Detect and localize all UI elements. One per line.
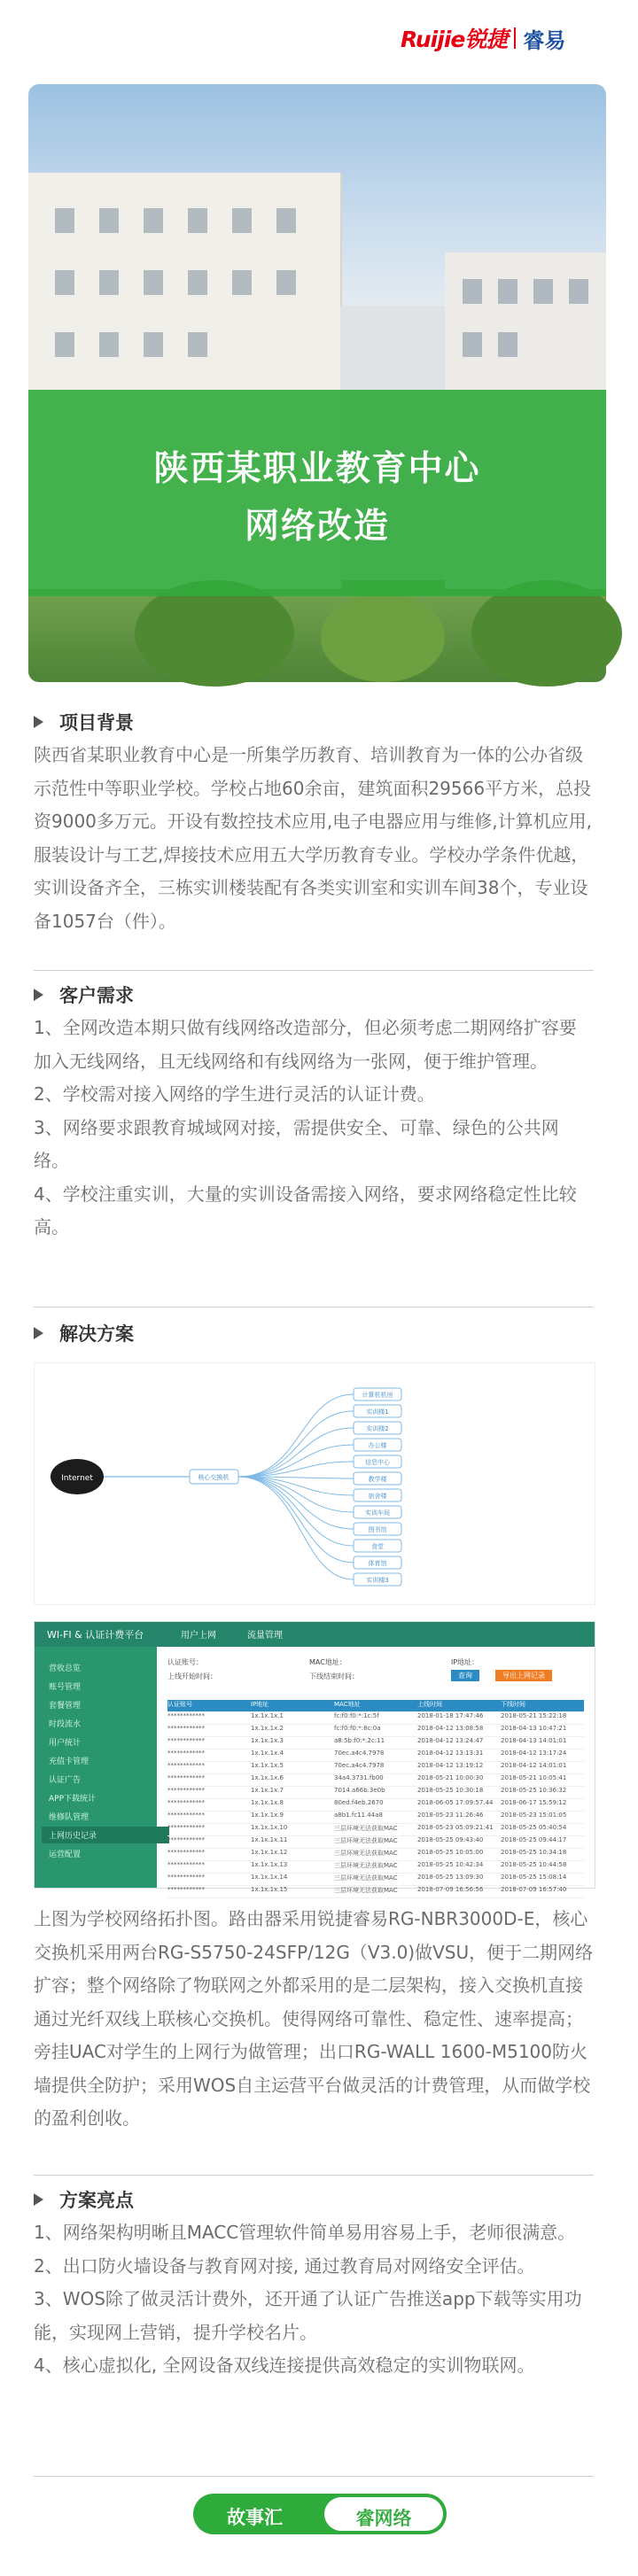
table-cell: ************ <box>167 1750 205 1757</box>
table-cell: ************ <box>167 1725 205 1732</box>
table-cell: 1x.1x.1x.8 <box>251 1799 284 1806</box>
table-cell: ************ <box>167 1824 205 1831</box>
table-cell: fc:f0:f0:*:1c:5f <box>334 1712 379 1719</box>
table-cell: 1x.1x.1x.7 <box>251 1787 284 1794</box>
table-cell: 2018-05-25 10:34:18 <box>501 1849 567 1856</box>
table-cell: 2018-05-21 10:05:41 <box>501 1774 567 1781</box>
section-heading-background: 项目背景 <box>34 709 134 735</box>
table-cell: 2018-04-12 13:24:47 <box>417 1737 484 1744</box>
table-cell: 1x.1x.1x.9 <box>251 1812 284 1819</box>
table-cell: 2018-05-25 13:09:30 <box>417 1874 484 1881</box>
table-row <box>167 1799 584 1812</box>
table-row <box>167 1787 584 1799</box>
search-button[interactable]: 查询 <box>451 1670 479 1681</box>
table-row <box>167 1874 584 1886</box>
table-cell: 1x.1x.1x.13 <box>251 1861 288 1868</box>
table-cell: ************ <box>167 1861 205 1868</box>
table-cell: ************ <box>167 1762 205 1769</box>
dashboard-tab[interactable]: 用户上网 <box>181 1631 216 1641</box>
table-cell: ************ <box>167 1787 205 1794</box>
section-heading-needs: 客户需求 <box>34 982 134 1008</box>
column-header: MAC地址 <box>334 1701 361 1708</box>
table-cell: ************ <box>167 1812 205 1819</box>
list-item: 1、全网改造本期只做有线网络改造部分，但必须考虑二期网络扩容要加入无线网络，且无线网络和有线网络为一张网，便于维护管理。 <box>34 1017 577 1072</box>
table-cell: 1x.1x.1x.2 <box>251 1725 284 1732</box>
dashboard-menu-item[interactable]: 维修队管理 <box>49 1813 89 1822</box>
table-cell: 2018-04-12 13:13:31 <box>417 1750 484 1757</box>
dashboard-menu-item[interactable]: 上网历史记录 <box>42 1827 169 1843</box>
branch-label: 体育馆 <box>368 1560 387 1567</box>
table-cell: 2018-05-21 10:00:30 <box>417 1774 484 1781</box>
table-row <box>167 1737 584 1750</box>
table-cell: 34a4.3731.fb00 <box>334 1774 384 1781</box>
internet-label: Internet <box>61 1474 93 1483</box>
branch-label: 信息中心 <box>365 1459 390 1466</box>
topology-svg <box>35 1363 595 1604</box>
table-cell: 2018-05-25 10:44:58 <box>501 1861 567 1868</box>
table-row <box>167 1725 584 1737</box>
dashboard-menu-item[interactable]: 充值卡管理 <box>49 1757 89 1766</box>
dashboard-menu-item[interactable]: 时段流水 <box>49 1720 82 1729</box>
table-cell: 2018-07-09 16:57:40 <box>501 1886 567 1893</box>
dashboard-menu-item[interactable]: 运营配置 <box>49 1851 82 1859</box>
table-cell: 2018-05-25 10:30:18 <box>417 1787 484 1794</box>
column-header: 认证账号 <box>167 1701 192 1708</box>
table-cell: 1x.1x.1x.5 <box>251 1762 284 1769</box>
list-item: 4、学校注重实训，大量的实训设备需接入网络，要求网络稳定性比较高。 <box>34 1183 577 1238</box>
brand-logo <box>401 25 565 51</box>
table-row <box>167 1824 584 1836</box>
table-row <box>167 1750 584 1762</box>
triangle-bullet-icon <box>34 989 43 1001</box>
table-cell: 7014.a66b.3e0b <box>334 1787 385 1794</box>
triangle-bullet-icon <box>34 716 43 728</box>
footer-badge[interactable] <box>193 2494 447 2534</box>
page-title-line1: 陕西某职业教育中心 <box>153 449 481 489</box>
list-item: 2、出口防火墙设备与教育网对接, 通过教育局对网络安全评估。 <box>34 2254 535 2277</box>
table-cell: 三层环境无法获取MAC <box>334 1874 398 1882</box>
page-title-line2: 网络改造 <box>244 507 390 547</box>
table-cell: 2018-05-25 09:44:17 <box>501 1836 567 1843</box>
hero-image <box>28 84 606 682</box>
table-cell: 2018-04-12 13:19:12 <box>417 1762 484 1769</box>
table-cell: 1x.1x.1x.4 <box>251 1750 284 1757</box>
dashboard-menu-item[interactable]: 用户统计 <box>49 1739 82 1748</box>
table-cell: 2018-04-12 13:08:58 <box>417 1725 484 1732</box>
table-row <box>167 1849 584 1861</box>
table-cell: 80ed.f4eb.2670 <box>334 1799 384 1806</box>
footer-left-label: 故事汇 <box>227 2507 283 2528</box>
table-cell: 2018-05-23 05:09:21:41 <box>417 1824 494 1831</box>
list-item: 1、网络架构明晰且MACC管理软件简单易用容易上手，老师很满意。 <box>34 2222 576 2243</box>
table-row <box>167 1774 584 1787</box>
table-cell: 70ec.a4c4.7978 <box>334 1762 385 1769</box>
triangle-bullet-icon <box>34 1327 43 1339</box>
table-cell: 2018-05-25 10:36:32 <box>501 1787 567 1794</box>
list-item: 4、核心虚拟化, 全网设备双线连接提供高效稳定的实训物联网。 <box>34 2355 535 2376</box>
table-cell: ************ <box>167 1774 205 1781</box>
table-cell: a8b1.fc11.44a8 <box>334 1812 383 1819</box>
dashboard-menu-item[interactable]: 认证广告 <box>49 1776 82 1785</box>
table-cell: 三层环境无法获取MAC <box>334 1825 398 1832</box>
table-cell: 三层环境无法获取MAC <box>334 1862 398 1869</box>
table-row <box>167 1812 584 1824</box>
branch-label: 实训楼3 <box>366 1577 389 1584</box>
branch-label: 实训楼1 <box>366 1408 389 1416</box>
footer-right-label: 睿网络 <box>355 2508 412 2529</box>
column-header: 上线时间 <box>417 1701 442 1708</box>
table-cell: ************ <box>167 1874 205 1881</box>
section-heading-highlights: 方案亮点 <box>34 2186 134 2213</box>
table-cell: 2018-05-23 11:26:46 <box>417 1812 484 1819</box>
table-cell: 三层环境无法获取MAC <box>334 1887 398 1894</box>
table-cell: 2018-04-12 13:17:24 <box>501 1750 567 1757</box>
branch-label: 实训车间 <box>365 1509 390 1517</box>
billing-dashboard-screenshot <box>34 1621 595 1894</box>
table-cell: 70ec.a4c4.7978 <box>334 1750 385 1757</box>
table-cell: 2018-04-13 10:47:21 <box>501 1725 567 1732</box>
divider <box>34 2476 594 2477</box>
table-cell: 1x.1x.1x.11 <box>251 1836 288 1843</box>
column-header: IP地址 <box>251 1701 269 1708</box>
branch-label: 办公楼 <box>368 1442 387 1449</box>
table-row <box>167 1886 584 1898</box>
highlights-list <box>34 2216 594 2383</box>
table-cell: 1x.1x.1x.3 <box>251 1737 284 1744</box>
table-cell: 1x.1x.1x.15 <box>251 1886 288 1893</box>
solution-text: 上图为学校网络拓扑图。路由器采用锐捷睿易RG-NBR3000D-E，核心交换机采用两台RG-S5750-24SFP/12G（V3.0)做VSU，便于二期网络扩容；整个网络除了物联网之外都采用的是二层架构，接入交换机直接通过光纤双线上联核心交换机。使得网络可靠性、稳定性、速率提高；旁挂UAC对学生的上网行为做管理；出口RG-WALL 1600-M5100防火墙提供全防护；采用WOS自主运营平台做灵活的计费管理，从而做学校的盈利创收。 <box>34 1908 594 2129</box>
table-cell: ************ <box>167 1849 205 1856</box>
branch-label: 教学楼 <box>368 1476 387 1483</box>
dashboard-tab[interactable]: 流量管理 <box>247 1631 283 1641</box>
table-cell: 1x.1x.1x.12 <box>251 1849 288 1856</box>
divider <box>34 2175 594 2176</box>
network-topology-diagram <box>34 1362 595 1605</box>
dashboard-menu-item[interactable]: 营收总览 <box>49 1664 82 1673</box>
dashboard-menu-item[interactable]: 套餐管理 <box>49 1702 82 1711</box>
dashboard-menu-item[interactable]: 账号管理 <box>49 1683 82 1692</box>
table-cell: 2018-04-13 14:01:01 <box>501 1737 567 1744</box>
table-cell: 2018-01-18 17:47:46 <box>417 1712 484 1719</box>
table-cell: 1x.1x.1x.6 <box>251 1774 284 1781</box>
brand-name: Ruijie锐捷 <box>401 27 508 52</box>
table-cell: 2018-05-25 10:05:00 <box>417 1849 484 1856</box>
footer-right-pill <box>324 2497 443 2531</box>
branch-label: 计算机机房 <box>362 1392 393 1399</box>
table-row <box>167 1712 584 1725</box>
table-header <box>167 1700 584 1712</box>
table-row <box>167 1762 584 1774</box>
session-table <box>167 1700 584 1898</box>
needs-list <box>34 1012 594 1245</box>
branch-label: 食堂 <box>371 1543 384 1550</box>
core-switch-label: 核心交换机 <box>198 1474 230 1481</box>
background-text: 陕西省某职业教育中心是一所集学历教育、培训教育为一体的公办省级示范性中等职业学校。学校占地60余亩，建筑面积29566平方米，总投资9000多万元。开设有数控技术应用,电子电器应用与维修,计算机应用,服装设计与工艺,焊接技术应用五大学历教育专业。学校办学条件优越，实训设备齐全，三栋实训楼装配有各类实训室和实训车间38个，专业设备1057台（件）。 <box>34 744 592 932</box>
logo-divider <box>514 27 516 49</box>
table-cell: 1x.1x.1x.1 <box>251 1712 284 1719</box>
table-cell: 1x.1x.1x.14 <box>251 1874 288 1881</box>
table-cell: ************ <box>167 1886 205 1893</box>
table-cell: 三层环境无法获取MAC <box>334 1850 398 1857</box>
list-item: 2、学校需对接入网络的学生进行灵活的认证计费。 <box>34 1083 435 1105</box>
table-cell: ************ <box>167 1836 205 1843</box>
brand-sub: 睿易 <box>523 27 566 53</box>
table-cell: 2018-05-25 15:08:14 <box>501 1874 567 1881</box>
branch-label: 实训楼2 <box>366 1425 389 1432</box>
title-banner <box>28 390 606 596</box>
table-cell: 2018-05-25 09:43:40 <box>417 1836 484 1843</box>
table-cell: a8:5b:f0:*:2c:11 <box>334 1737 385 1744</box>
table-cell: 2018-07-09 16:56:56 <box>417 1886 484 1893</box>
table-cell: 2018-05-25 05:40:54 <box>501 1824 567 1831</box>
list-item: 3、网络要求跟教育城域网对接，需提供安全、可靠、绿色的公共网络。 <box>34 1116 559 1171</box>
branch-label: 图书馆 <box>368 1526 387 1533</box>
table-cell: 三层环境无法获取MAC <box>334 1837 398 1844</box>
branch-label: 宿舍楼 <box>368 1493 387 1500</box>
section-heading-solution: 解决方案 <box>34 1320 134 1346</box>
table-cell: 2018-06-17 15:59:12 <box>501 1799 567 1806</box>
table-cell: 2018-06-05 17:09:57.44 <box>417 1799 494 1806</box>
dashboard-menu-item[interactable]: APP下载统计 <box>49 1795 97 1804</box>
table-cell: ************ <box>167 1799 205 1806</box>
column-header: 下线时间 <box>501 1701 525 1708</box>
table-cell: 1x.1x.1x.10 <box>251 1824 288 1831</box>
table-row <box>167 1861 584 1874</box>
table-cell: 2018-05-23 15:01:05 <box>501 1812 567 1819</box>
divider <box>34 970 594 971</box>
triangle-bullet-icon <box>34 2193 43 2206</box>
table-cell: 2018-05-21 15:22:18 <box>501 1712 567 1719</box>
search-form: 认证账号： MAC地址： IP地址： 上线开始时间： 下线结束时间： 查询 导出上网记录 <box>167 1657 584 1693</box>
dashboard-title: WI-FI & 认证计费平台 <box>47 1629 144 1641</box>
table-row <box>167 1836 584 1849</box>
export-button[interactable]: 导出上网记录 <box>495 1670 552 1681</box>
table-cell: ************ <box>167 1712 205 1719</box>
table-cell: 2018-05-25 10:42:34 <box>417 1861 484 1868</box>
table-cell: fc:f0:f0:*:8c:0a <box>334 1725 381 1732</box>
table-cell: 2018-04-12 14:01:01 <box>501 1762 567 1769</box>
list-item: 3、WOS除了做灵活计费外，还开通了认证广告推送app下载等实用功能，实现网上营销，提升学校名片。 <box>34 2288 582 2343</box>
table-cell: ************ <box>167 1737 205 1744</box>
